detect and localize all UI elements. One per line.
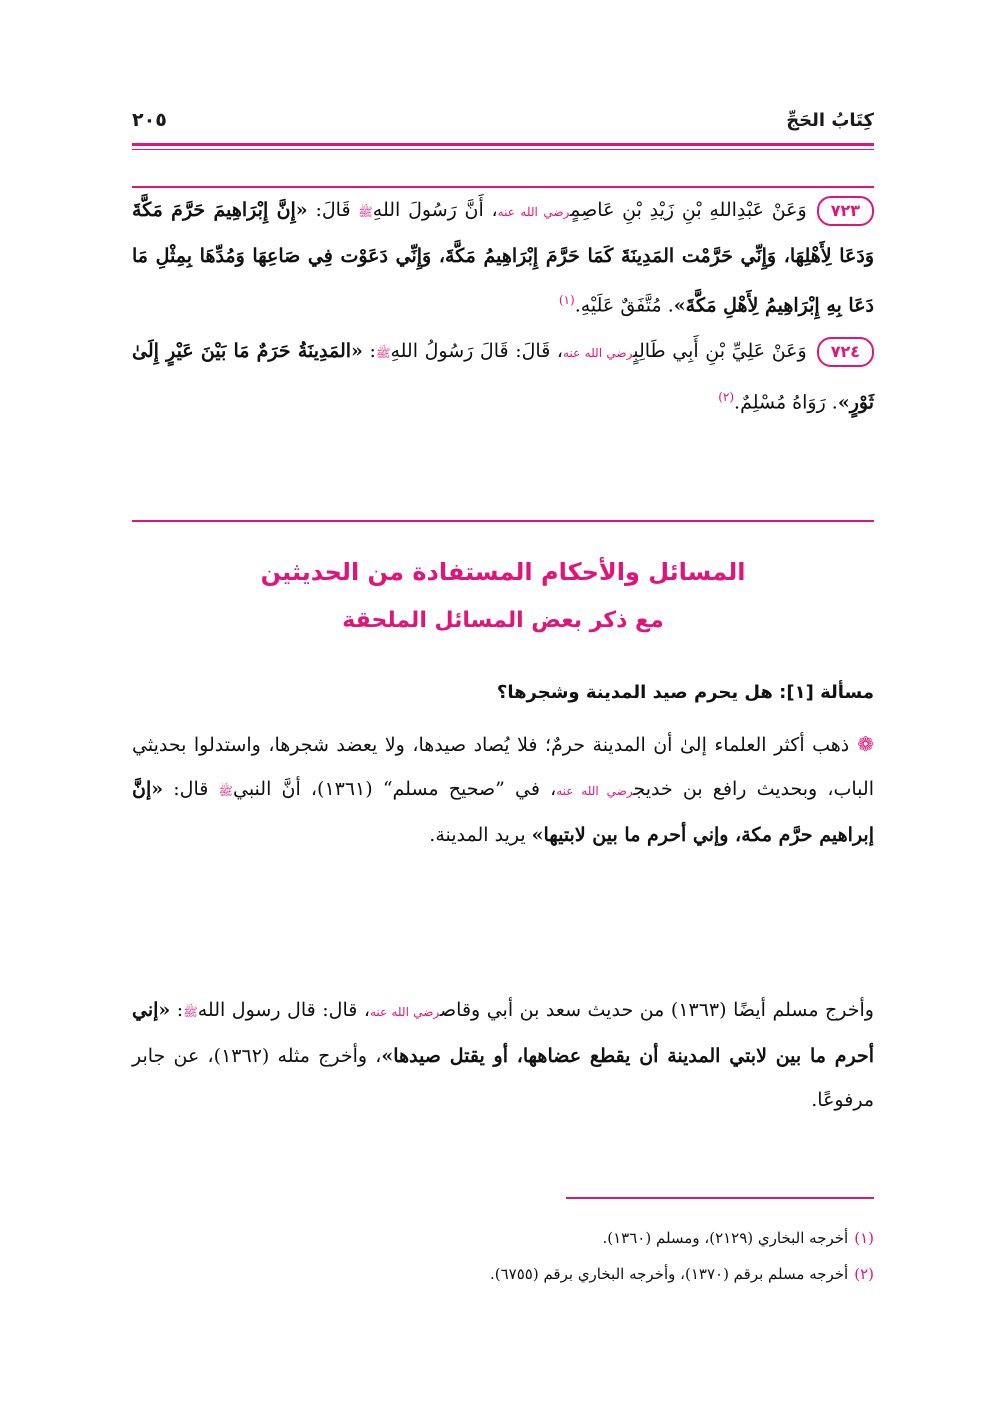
footnote-text: أخرجه مسلم برقم (١٣٧٠)، وأخرجه البخاري برقم (٦٧٥٥). <box>489 1265 849 1283</box>
hadith-source: . مُتَّفَقٌ عَلَيْهِ. <box>574 294 674 317</box>
issue-label: مسألة [١]: <box>779 682 874 703</box>
hadith-mid: ، أَنَّ رَسُولَ اللهِ <box>372 199 498 221</box>
hadith-number: ٧٢٣ <box>817 196 874 226</box>
honorific: ﷺ <box>218 784 233 798</box>
footnote-number: (١) <box>854 1229 874 1247</box>
footnote-text: أخرجه البخاري (٢١٢٩)، ومسلم (١٣٦٠). <box>602 1229 849 1247</box>
hadith-said: : <box>362 340 376 363</box>
para-text: ، قال: قال رسول الله <box>197 999 370 1021</box>
hadith-723 <box>132 188 874 327</box>
para-text: ذهب أكثر العلماء إلىٰ أن المدينة حرمٌ؛ فلا يُصاد صيدها، ولا يعضد شجرها، واستدلوا بحديثي الباب، وبحديث رافع بن خديج <box>132 734 874 800</box>
para-text: ، وأخرج مثله (١٣٦٢)، عن جابر مرفوعًا. <box>132 1045 874 1111</box>
para-text: يريد المدينة. <box>429 824 532 846</box>
section-title: المسائل والأحكام المستفادة من الحديثين <box>260 558 746 586</box>
footnote-1 <box>130 1225 874 1251</box>
page-number: ٢٠٥ <box>132 109 167 131</box>
issue-question: هل يحرم صيد المدينة وشجرها؟ <box>496 682 780 703</box>
hadith-724 <box>132 329 874 424</box>
hadith-number: ٧٢٤ <box>817 337 874 367</box>
paragraph-1 <box>132 722 874 857</box>
hadith-box <box>132 188 874 425</box>
quote-text: «إني أحرم ما بين لابتي المدينة أن يقطع عضاهها، أو يقتل صيدها» <box>132 999 875 1067</box>
footnote-mark: (١) <box>558 293 575 307</box>
honorific: ﷺ <box>358 205 373 219</box>
para-text: : <box>170 999 184 1021</box>
hadith-source: . رَوَاهُ مُسْلِمٌ. <box>734 391 838 414</box>
footnote-number: (٢) <box>854 1265 874 1283</box>
honorific: ﷺ <box>183 1005 198 1019</box>
honorific: رضي الله عنه <box>497 205 571 219</box>
book-title: كِتَابُ الحَجِّ <box>786 109 874 131</box>
section-subtitle: مع ذكر بعض المسائل الملحقة <box>342 608 664 633</box>
quote-text: «إنَّ إبراهيم حرَّم مكة، وإني أحرم ما بين لابتيها» <box>132 778 874 846</box>
para-text: قال: <box>163 778 219 800</box>
page-header <box>132 100 874 140</box>
honorific: رضي الله عنه <box>556 784 634 798</box>
honorific: رضي الله عنه <box>369 1005 441 1019</box>
issue-heading <box>130 682 874 703</box>
footnote-mark: (٢) <box>718 390 735 405</box>
hadith-text: «إِنَّ إِبْرَاهِيمَ حَرَّمَ مَكَّةَ وَدَعَا لِأَهْلِهَا، وَإِنِّي حَرَّمْت المَدِينَةَ كَمَا حَرَّمَ إِبْرَاهِيمُ مَكَّةَ، وَإِنِّي دَعَوْت فِي صَاعِهَا وَمُدِّهَا بِمِثْلِ مَا دَعَا بِهِ إِبْرَاهِيمُ لِأَهْلِ مَكَّةَ» <box>132 199 874 317</box>
hadith-said: قَالَ: <box>307 199 359 221</box>
header-rule-thick <box>132 143 874 146</box>
hadith-mid: ، قَالَ: قَالَ رَسُولُ اللهِ <box>390 340 564 363</box>
paragraph-2 <box>132 988 874 1122</box>
footnote-2 <box>130 1261 874 1287</box>
para-text: وأخرج مسلم أيضًا (١٣٦٣) من حديث سعد بن أبي وقاص <box>440 999 874 1021</box>
header-rule-thin <box>132 149 874 150</box>
honorific: ﷺ <box>375 346 391 361</box>
hadith-intro: وَعَنْ عَلِيِّ بْنِ أَبِي طَالِبٍ <box>633 340 807 363</box>
para-text: ، في ”صحيح مسلم“ (١٣٦١)، أنَّ النبي <box>232 778 557 800</box>
hadith-intro: وَعَنْ عَبْدِاللهِ بْنِ زَيْدِ بْنِ عَاصِمٍ <box>570 199 807 221</box>
flower-icon: ❁ <box>857 732 874 756</box>
hadith-text: «المَدِينَةُ حَرَمٌ مَا بَيْنَ عَيْرٍ إِلَىٰ ثَوْرٍ» <box>132 340 874 414</box>
hadith-box-bottom-rule <box>132 520 874 522</box>
footnote-rule <box>566 1197 874 1199</box>
honorific: رضي الله عنه <box>563 346 634 361</box>
